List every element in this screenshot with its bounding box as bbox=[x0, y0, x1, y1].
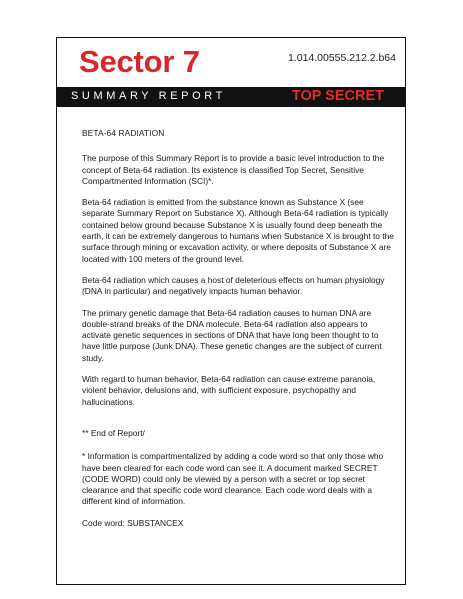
code-word: Code word: SUBSTANCEX bbox=[82, 517, 184, 528]
paragraph-effects: Beta-64 radiation which causes a host of deleterious effects on human physiology (DNA in particular) and negatively impacts human behavior. bbox=[82, 274, 385, 297]
footnote: * Information is compartmentalized by adding a code word so that only those who have been cleared for each code word can see it. A document marked SECRET (CODE WORD) could only be viewed by a person with a secret or top secret clearance and that specific code word clearance. Each code word deals with a different kind of information. bbox=[82, 451, 384, 507]
paragraph-purpose: The purpose of this Summary Report is to provide a basic level introduction to the concept of Beta-64 radiation. Its existence is classified Top Secret, Sensitive Compartmented Information (SCI)*. bbox=[82, 153, 385, 186]
document-page bbox=[56, 37, 406, 585]
paragraph-genetic-damage: The primary genetic damage that Beta-64 radiation causes to human DNA are double-strand breaks of the DNA molecule. Beta-64 radiation also appears to activate genetic sequences in sections of DNA that have long been thought to to have little purpose (Junk DNA). These genetic changes are the subject of current study. bbox=[82, 307, 382, 363]
summary-report-label: SUMMARY REPORT bbox=[71, 90, 226, 102]
report-body bbox=[82, 128, 394, 539]
document-code: 1.014.00555.212.2.b64 bbox=[287, 52, 396, 64]
sector-title: Sector 7 bbox=[79, 44, 200, 79]
classification-label: TOP SECRET bbox=[291, 88, 384, 104]
summary-report-bar bbox=[57, 87, 405, 107]
paragraph-behavior: With regard to human behavior, Beta-64 radiation can cause extreme paranoia, violent behavior, delusions and, with sufficient exposure, psychopathy and hallucinations. bbox=[82, 374, 376, 407]
report-heading: BETA-64 RADIATION bbox=[82, 128, 165, 138]
end-of-report: ** End of Report/ bbox=[82, 427, 145, 438]
paragraph-emission: Beta-64 radiation is emitted from the substance known as Substance X (see separate Summary Report on Substance X). Although Beta-64 radiation is typically contained below ground because Substance X is usually found deep beneath the earth, it can be extremely dangerous to humans when Substance X is brought to the surface through mining or excavation activity, or where deposits of Substance X are located with 100 meters of the ground level. bbox=[82, 197, 394, 264]
